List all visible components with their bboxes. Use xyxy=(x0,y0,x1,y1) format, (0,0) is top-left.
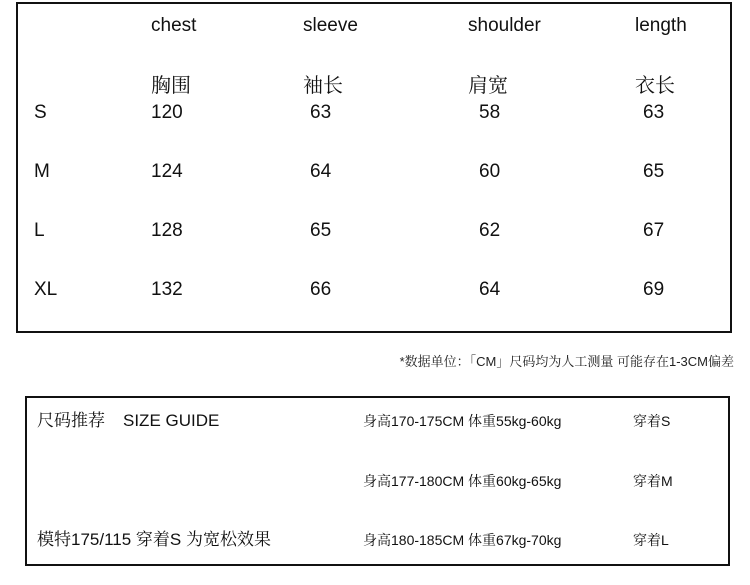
header-shoulder-cn: 肩宽 xyxy=(468,75,508,97)
chest-value: 128 xyxy=(151,220,183,241)
header-sleeve: sleeve xyxy=(303,15,358,36)
size-label: S xyxy=(34,102,47,123)
guide-spec: 身高170-175CM 体重55kg-60kg xyxy=(363,413,562,429)
guide-size: 穿着S xyxy=(633,413,671,429)
size-table xyxy=(16,2,732,333)
sleeve-value: 66 xyxy=(310,279,332,300)
header-chest: chest xyxy=(151,15,197,36)
model-note: 模特175/115 穿着S 为宽松效果 xyxy=(37,530,271,549)
length-value: 67 xyxy=(643,220,665,241)
guide-title-en: SIZE GUIDE xyxy=(123,411,220,430)
guide-size: 穿着M xyxy=(633,473,673,489)
chest-value: 124 xyxy=(151,161,183,182)
table-row xyxy=(18,156,730,190)
shoulder-value: 62 xyxy=(479,220,501,241)
size-label: XL xyxy=(34,279,58,300)
length-value: 63 xyxy=(643,102,665,123)
table-row xyxy=(18,215,730,249)
chest-value: 132 xyxy=(151,279,183,300)
guide-spec: 身高177-180CM 体重60kg-65kg xyxy=(363,473,562,489)
measurement-note: *数据单位：「CM」尺码均为人工测量 可能存在1-3CM偏差 xyxy=(399,354,734,369)
size-label: L xyxy=(34,220,45,241)
table-row xyxy=(18,97,730,131)
length-value: 65 xyxy=(643,161,665,182)
guide-spec: 身高180-185CM 体重67kg-70kg xyxy=(363,532,562,548)
sleeve-value: 65 xyxy=(310,220,332,241)
sleeve-value: 63 xyxy=(310,102,332,123)
length-value: 69 xyxy=(643,279,665,300)
header-chest-cn: 胸围 xyxy=(151,75,191,97)
header-length: length xyxy=(635,15,687,36)
header-length-cn: 衣长 xyxy=(635,75,675,97)
shoulder-value: 64 xyxy=(479,279,501,300)
table-row xyxy=(18,274,730,308)
shoulder-value: 60 xyxy=(479,161,501,182)
guide-row xyxy=(27,470,728,492)
guide-title-cn: 尺码推荐 xyxy=(37,411,105,430)
table-header-en xyxy=(18,10,730,46)
size-guide xyxy=(25,396,730,566)
header-sleeve-cn: 袖长 xyxy=(303,75,343,97)
header-shoulder: shoulder xyxy=(468,15,541,36)
sleeve-value: 64 xyxy=(310,161,332,182)
shoulder-value: 58 xyxy=(479,102,501,123)
guide-row xyxy=(27,410,728,432)
size-label: M xyxy=(34,161,50,182)
chest-value: 120 xyxy=(151,102,183,123)
guide-size: 穿着L xyxy=(633,532,669,548)
